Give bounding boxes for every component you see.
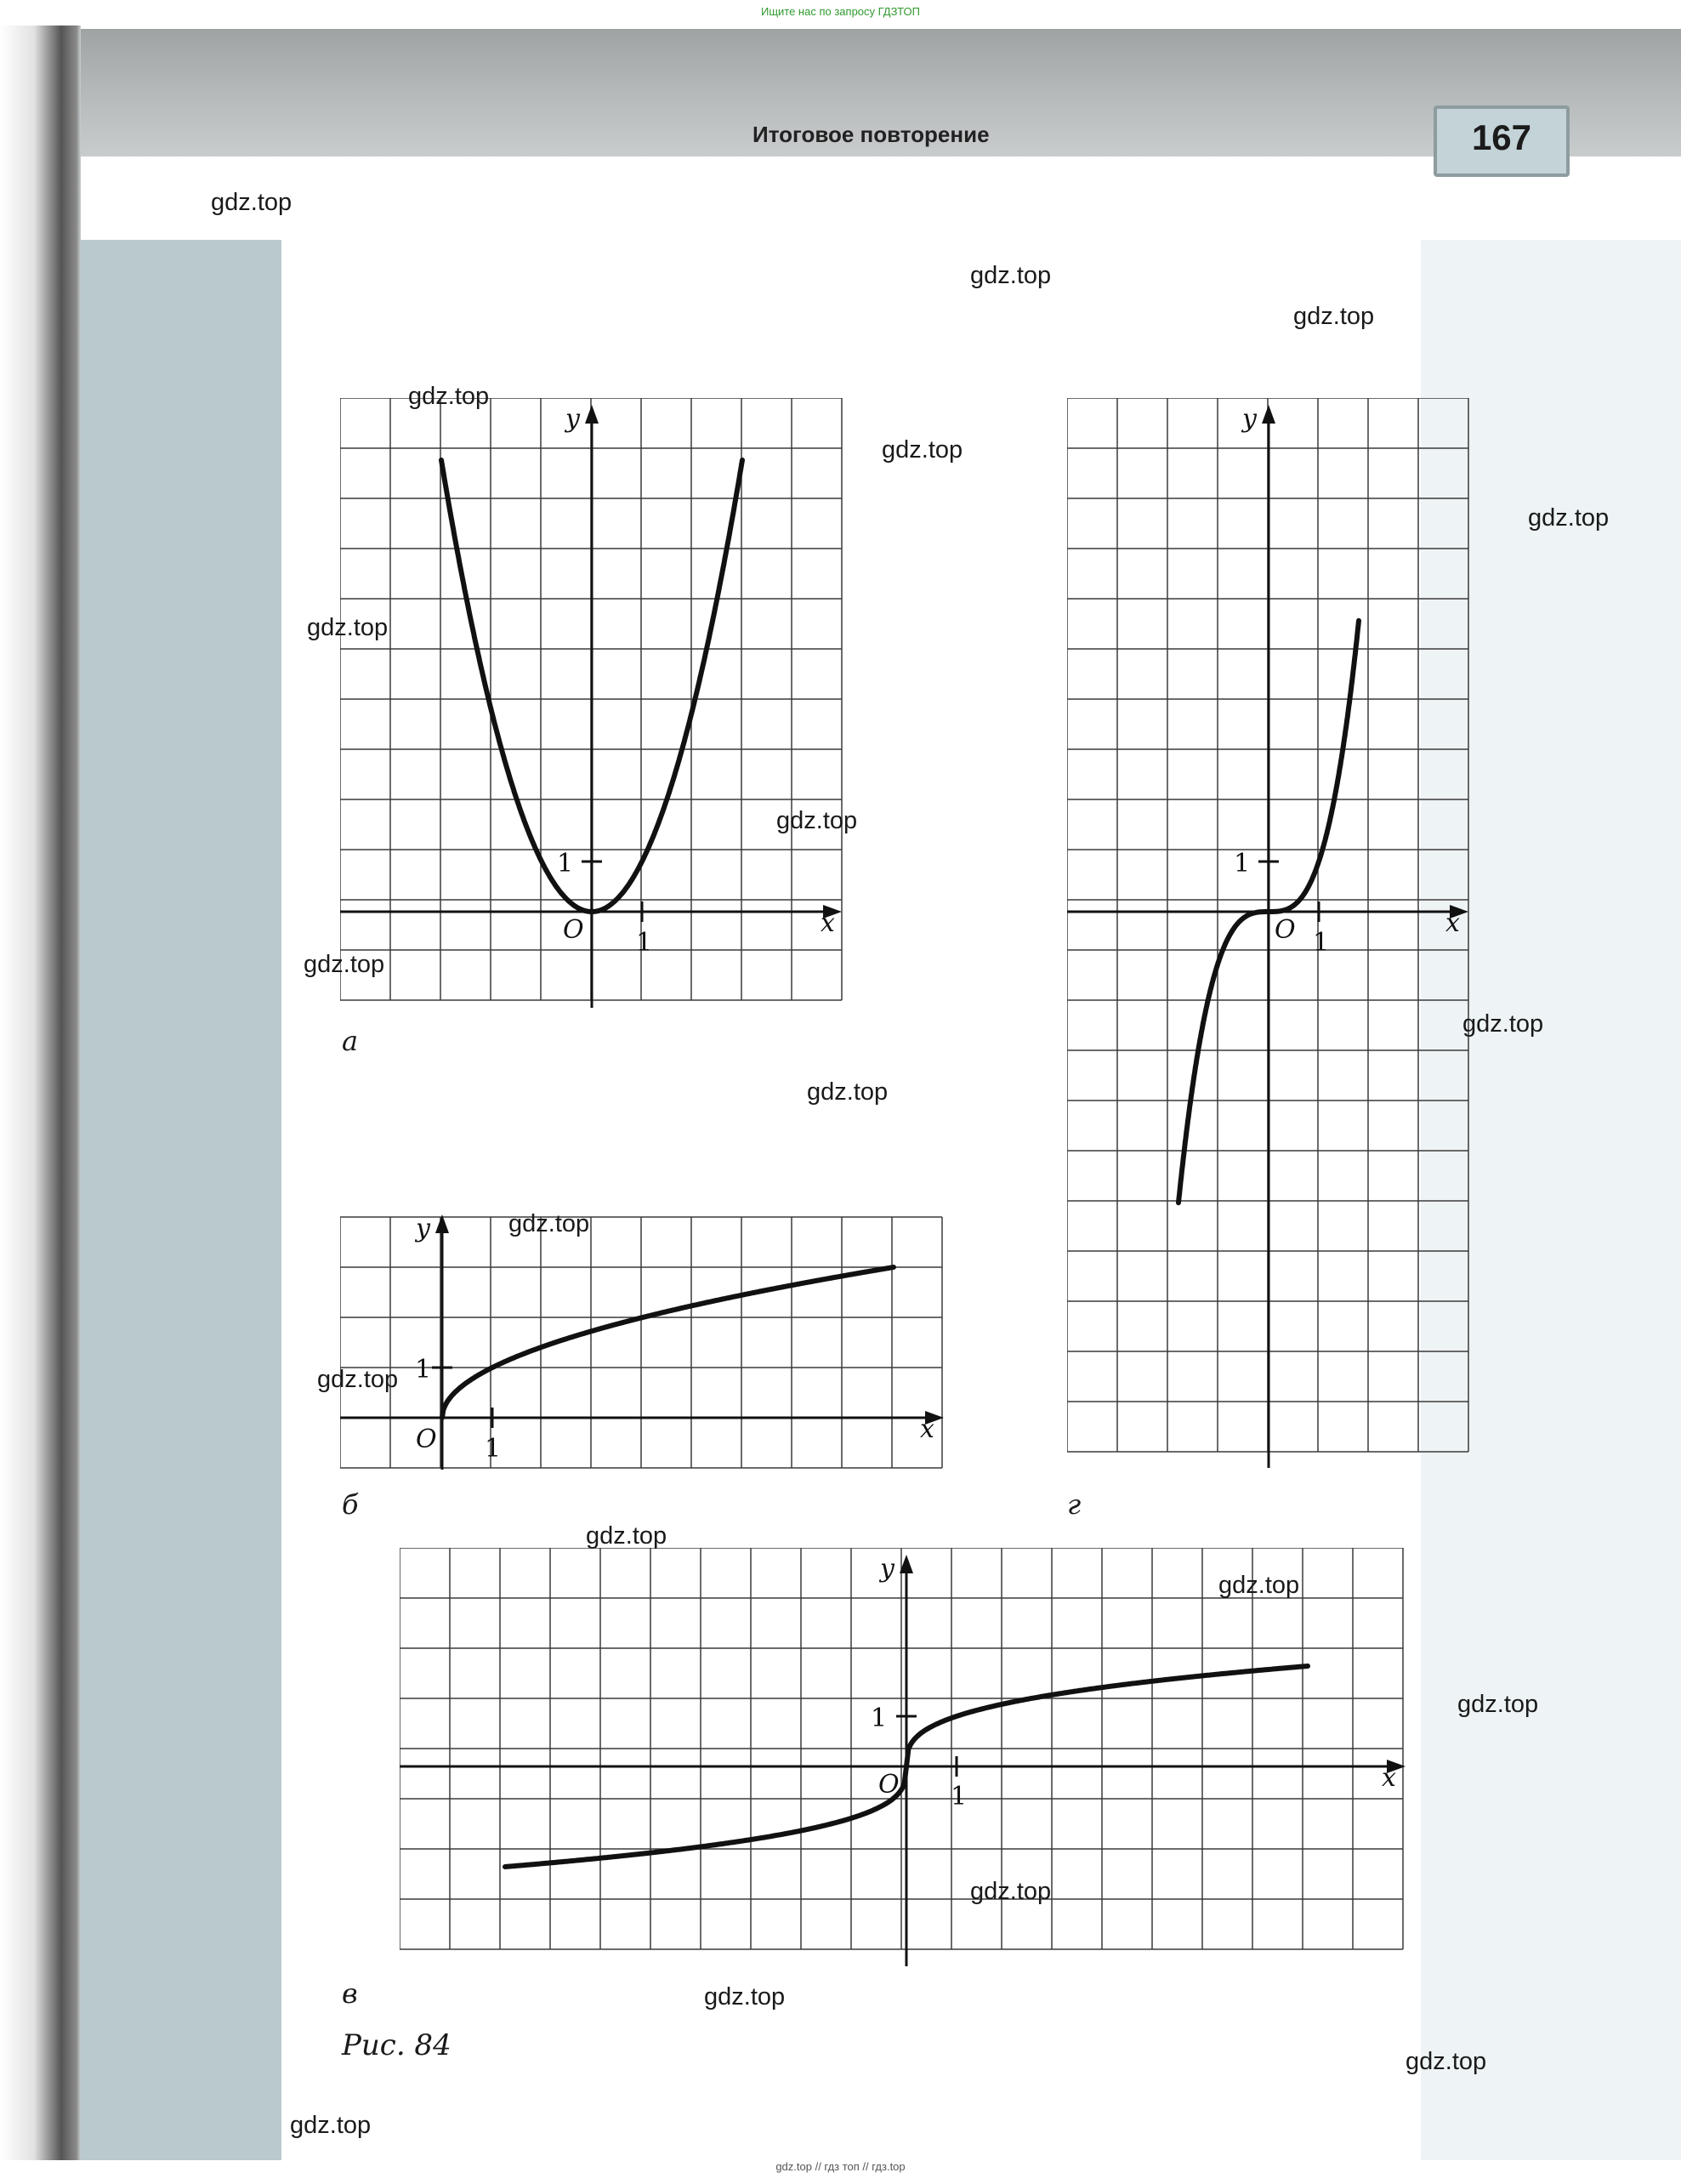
watermark: gdz.top [508,1210,590,1237]
y-unit-label: 1 [1234,849,1251,879]
figure-caption: Рис. 84 [342,2028,451,2062]
origin-label: O [563,915,584,945]
watermark: gdz.top [1462,1010,1544,1038]
x-unit-label: 1 [485,1434,502,1464]
watermark: gdz.top [408,383,490,410]
panel-letter-a: а [342,1025,359,1057]
panel-letter-g: г [1067,1488,1082,1521]
watermark: gdz.top [304,951,385,978]
curve-square-root [442,1267,894,1418]
origin-label: O [416,1425,437,1454]
x-unit-label: 1 [636,928,653,958]
panel-letter-b: б [342,1488,359,1521]
watermark: gdz.top [970,262,1052,289]
watermark: gdz.top [807,1078,889,1106]
x-axis-label: x [821,908,835,938]
page-number: 167 [1471,117,1532,157]
watermark: gdz.top [211,189,292,216]
watermark: gdz.top [586,1522,667,1550]
grid [400,1548,1403,1949]
y-unit-label: 1 [415,1355,432,1385]
watermark: gdz.top [1457,1691,1539,1718]
top-note: Ищите нас по запросу ГДЗТОП [760,5,920,18]
x-axis-label: x [1382,1763,1396,1793]
bottom-note: gdz.top // гдз топ // гдз.top [775,2160,906,2173]
y-axis-label: y [1242,404,1257,434]
x-unit-label: 1 [951,1782,968,1811]
graph-b [340,1208,952,1480]
x-unit-label: 1 [1313,928,1330,958]
y-axis-label: y [565,404,580,434]
watermark: gdz.top [317,1366,399,1393]
axes [340,405,842,1008]
watermark: gdz.top [307,614,389,641]
left-color-band [81,240,281,2160]
graph-v [400,1548,1411,1973]
graph-a [340,398,850,1027]
watermark: gdz.top [1528,504,1610,532]
book-spine-shadow [0,26,81,2160]
watermark: gdz.top [970,1878,1052,1905]
y-unit-label: 1 [557,849,574,879]
y-unit-label: 1 [871,1703,888,1733]
y-axis-label: y [880,1554,894,1584]
graph-g [1067,398,1492,1478]
watermark: gdz.top [1406,2048,1487,2075]
origin-label: O [1275,915,1296,945]
y-axis-arrow [1262,405,1275,424]
y-axis-label: y [416,1214,430,1243]
x-axis-label: x [1445,908,1460,938]
y-axis-arrow [585,405,599,424]
panel-letter-v: в [342,1977,358,2010]
watermark: gdz.top [290,2112,372,2139]
watermark: gdz.top [882,436,963,464]
watermark: gdz.top [1218,1572,1300,1599]
watermark: gdz.top [776,807,858,834]
section-title: Итоговое повторение [752,122,990,147]
origin-label: O [878,1770,900,1800]
axes [1067,405,1468,1468]
watermark: gdz.top [1293,303,1375,330]
x-axis-label: x [920,1414,934,1444]
watermark: gdz.top [704,1983,786,2011]
